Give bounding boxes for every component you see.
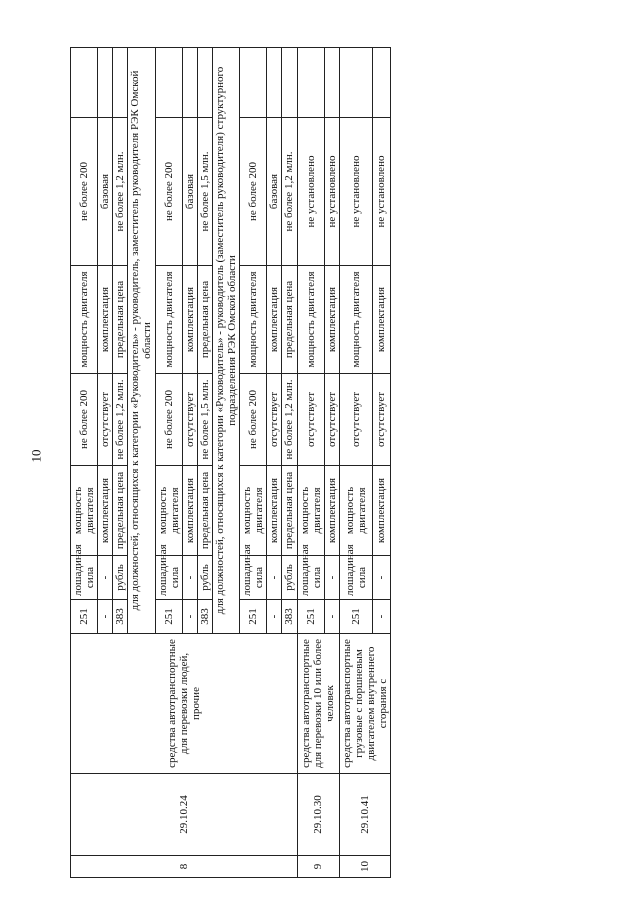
section-rukovoditel: для должностей, относящихся к категории «Руководитель» - руководитель, заместитель руководителя РЭК Омской области [128, 48, 155, 634]
item-name: средства автотранспортные грузовые с поршневым двигателем внутреннего сгорания с [339, 634, 390, 774]
requirements-table [70, 47, 391, 878]
row-number: 8 [71, 856, 298, 878]
table-row: 251 лошадиная сила мощность двигателя не более 200 мощность двигателя не более 200 [155, 48, 182, 878]
table-row: 383 рубль предельная цена не более 1,5 млн. предельная цена не более 1,5 млн. [197, 48, 212, 878]
okpd-code: 29.10.24 [71, 774, 298, 856]
table-row: - - комплектация отсутствует комплектация не установлено [324, 48, 339, 878]
table-row: - - комплектация отсутствует комплектация базовая [182, 48, 197, 878]
table-row: 251 лошадиная сила мощность двигателя не более 200 мощность двигателя не более 200 [240, 48, 267, 878]
table-row: - - комплектация отсутствует комплектация базовая [267, 48, 282, 878]
section-struct: для должностей, относящихся к категории «Руководитель» - руководитель (заместитель руководителя) структурного подразделения РЭК Омской области [212, 48, 239, 634]
table-row: 383 рубль предельная цена не более 1,2 млн. предельная цена не более 1,2 млн. [113, 48, 128, 878]
row-number: 10 [339, 856, 390, 878]
rotated-table-container [70, 48, 640, 878]
table-row: 9 29.10.30 средства автотранспортные для перевозки 10 или более человек 251 лошадиная сила мощность двигателя отсутствует мощность двигателя не установлено [297, 48, 324, 878]
item-name: средства автотранспортные для перевозки людей, прочие [71, 634, 298, 774]
item-name: средства автотранспортные для перевозки 10 или более человек [297, 634, 339, 774]
okpd-code: 29.10.41 [339, 774, 390, 856]
table-row: 10 29.10.41 средства автотранспортные грузовые с поршневым двигателем внутреннего сгорания с 251 лошадиная сила мощность двигателя отсутствует мощность двигателя не установлено [339, 48, 372, 878]
table-row: 8 29.10.24 средства автотранспортные для перевозки людей, прочие 251 лошадиная сила мощность двигателя не более 200 мощность двигателя не более 200 [71, 48, 98, 878]
table-row: - - комплектация отсутствует комплектация не установлено [372, 48, 390, 878]
table-row: 383 рубль предельная цена не более 1,2 млн. предельная цена не более 1,2 млн. [282, 48, 297, 878]
row-number: 9 [297, 856, 339, 878]
okpd-code: 29.10.30 [297, 774, 339, 856]
page-number: 10 [28, 449, 44, 463]
table-row: - - комплектация отсутствует комплектация базовая [98, 48, 113, 878]
